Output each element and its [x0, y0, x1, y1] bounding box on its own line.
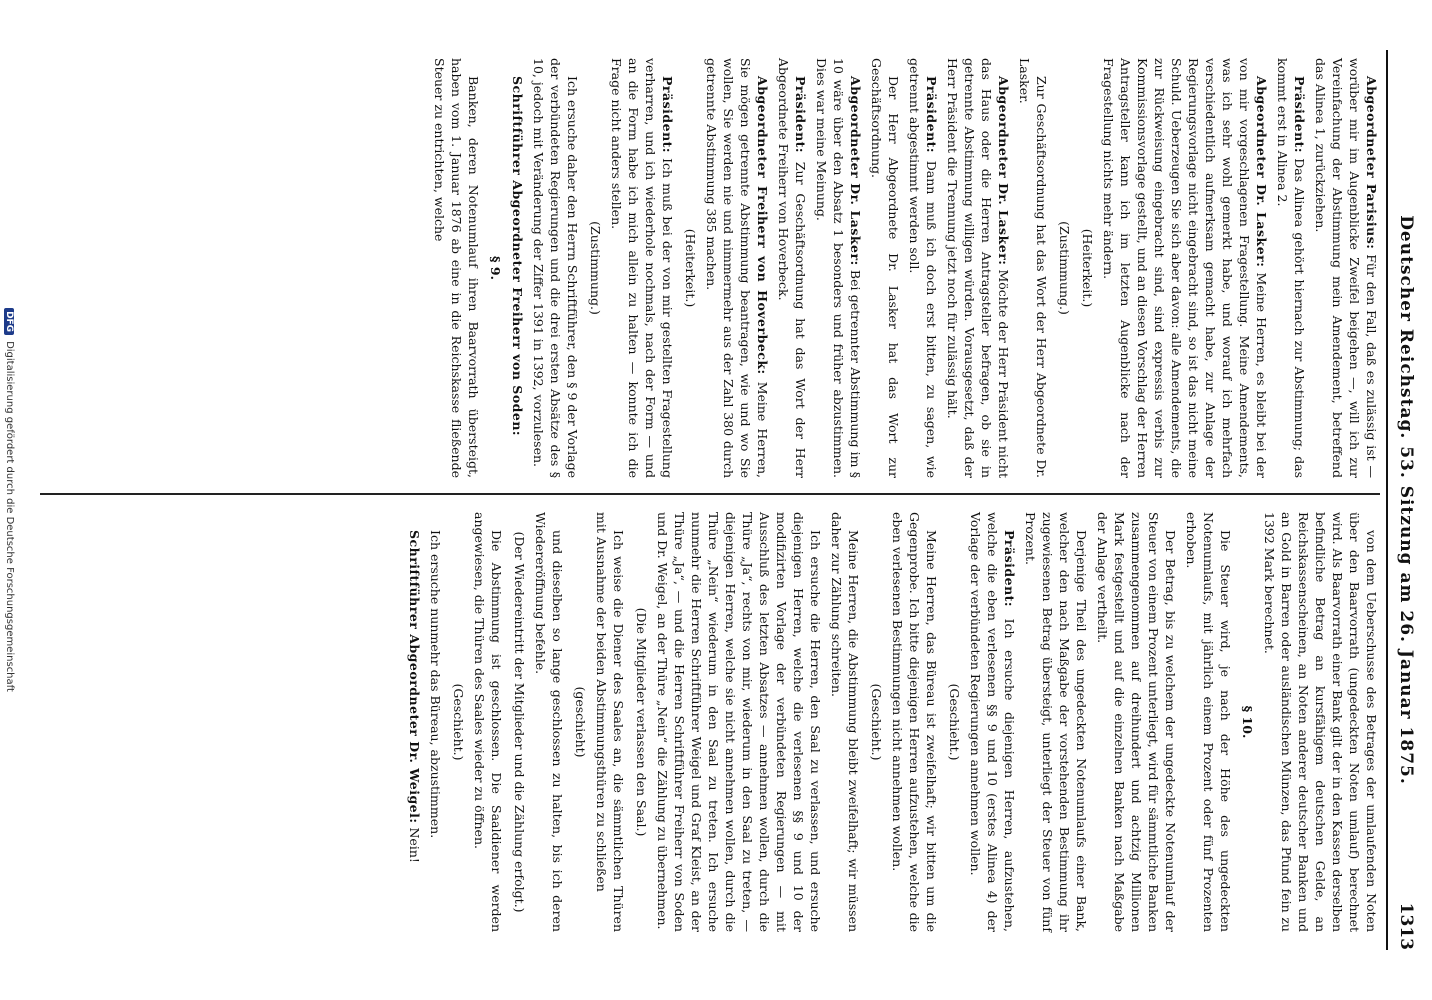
speaker-name: Abgeordneter Parisius: [1364, 76, 1379, 250]
speech-text: Ich ersuche nunmehr das Büreau, abzustimmen. [428, 530, 443, 839]
stage-direction: (Geschieht.) [869, 683, 884, 761]
speech-text: Ich ersuche diejenigen Herren, aufzustehen, welche die eben verlesenen §§ 9 und 10 (erstes Alinea 4) der Vorlage der verbündeten Regierungen annehmen wollen. [968, 512, 1017, 932]
stage-direction: (geschieht) [573, 686, 588, 758]
dfg-logo: DFG [4, 308, 14, 335]
speaker-name: Abgeordneter Dr. Lasker: [848, 76, 863, 266]
speech-text: Zur Geschäftsordnung hat das Wort der Herr Abgeordnete Freiherr von Hoverbeck. [776, 58, 808, 478]
stage-direction: (Der Wiedereintritt der Mitglieder und die Zählung erfolgt.) [512, 531, 527, 913]
speech-paragraph [967, 512, 1018, 932]
speech-text: Dann muß ich doch erst bitten, zu sagen, wie getrennt abgestimmt werden soll. [907, 58, 939, 478]
paragraph-number: § 9. [488, 256, 503, 280]
speech-paragraph [828, 512, 862, 932]
speech-paragraph [889, 512, 940, 932]
speech-text: Meine Herren, es bleibt bei der von mir vorgeschlagenen Fragestellung. Meine Amendements, was ich sehr wohl gemerkt habe, und worauf ich mehrfach verschiedentlich aufmerksam gemacht habe, zur Anlage der Regierungsvorlage nicht eingebracht sind, so ist das nicht meine Schuld. Ueberzeugen Sie sich aber davon: alle Amendements, die zur Rückweisung eingebracht sind, sind expressis verbis zur Kommissionsvorlage gestellt, und an diesen Vorschlag der Herren Antragsteller kann ich im letzten Augenblicke nach der Fragestellung nichts mehr ändern. [1101, 58, 1269, 478]
running-head [1386, 50, 1416, 950]
speech-paragraph [654, 512, 824, 932]
speaker-name: Präsident: [924, 76, 939, 154]
speech-paragraph [1022, 512, 1090, 932]
speech-paragraph [1100, 58, 1270, 478]
speech-text: Ich weise die Diener des Saales an, die sämmtlichen Thüren mit Ausnahme der beiden Abstimmungsthüren zu schließen [594, 512, 626, 932]
page-title: Deutscher Reichstag. 53. Sitzung am 26. Januar 1875. [1396, 215, 1416, 785]
speech-text: von dem Ueberschusse des Betrages der umlaufenden Noten über den Baarvorrath (ungedeckten Noten umlauf) berechnet wird. Als Baarvorrath einer Bank gilt der in den Kassen derselben befindliche Betrag an kursfähigem deutschen Gelde, an Reichskassenscheinen, an Noten anderer deutscher Banken und an Gold in Barren oder ausländischen Münzen, das Pfund fein zu 1392 Mark berechnet. [1262, 512, 1379, 932]
speech-paragraph [509, 58, 526, 478]
speech-text: Banken, deren Notenumlauf ihren Baarvorrath übersteigt, haben vom 1. Januar 1876 ab eine in die Reichskasse fließende Steuer zu entrichten, welche [432, 58, 481, 478]
speaker-name: Präsident: [1002, 530, 1017, 608]
speech-text: Möchte der Herr Präsident nicht das Haus oder die Herren Antragsteller befragen, ob sie in getrennte Abstimmung willigen würden. Vorausgesetzt, daß der Herr Präsident die Trennung jetzt noch für zulässig hält. [945, 58, 1011, 478]
speech-text: Meine Herren, Sie mögen getrennte Abstimmung beantragen, wie und wo Sie wollen, Sie werden nie und nimmermehr aus der Zahl 380 durch getrennte Abstimmung 385 machen. [704, 58, 770, 479]
stage-direction: (Heiterkeit.) [683, 228, 698, 308]
speech-paragraph [431, 58, 482, 478]
speech-text: Derjenige Theil des ungedeckten Notenumlaufs einer Bank, welcher den nach Maßgabe der vorstehenden Bestimmung ihr zugewiesenen Betrag übersteigt, unterliegt der Steuer von fünf Prozent. [1023, 512, 1089, 932]
speaker-name: Präsident: [1292, 76, 1307, 154]
speech-paragraph [1016, 58, 1050, 478]
paragraph-number: § 10. [1240, 705, 1255, 739]
stage-direction: (Zustimmung.) [588, 221, 603, 315]
column-divider [40, 493, 1380, 495]
speech-paragraph [868, 58, 902, 478]
speech-text: Ich ersuche daher den Herrn Schriftführer, den § 9 der Vorlage der verbündeten Regierungen und die drei ersten Absätze des § 10, jedoch mit Veränderung der Ziffer 1391 in 1392, vorzulesen. [531, 58, 580, 478]
stage-direction: (Geschieht.) [451, 683, 466, 761]
speech-text: Für den Fall, daß es zulässig ist — worüber mir im Augenblicke Zweifel beigehen —, will ich zur Vereinfachung der Abstimmung mein Amendement, betreffend das Alinea 1, zurückziehen. [1313, 58, 1379, 478]
speech-text: Meine Herren, das Büreau ist zweifelhaft; wir bitten um die Gegenprobe. Ich bitte diejenigen Herren aufzustehen, welche die eben verlesenen Bestimmungen nicht annehmen wollen. [890, 512, 939, 932]
speaker-name: Präsident: [793, 76, 808, 154]
speaker-name: Abgeordneter Dr. Lasker: [1254, 76, 1269, 268]
speech-paragraph [1094, 512, 1179, 932]
speech-paragraph [775, 58, 809, 478]
speech-text: Nein! [407, 827, 422, 863]
speech-paragraph [471, 512, 505, 932]
speech-paragraph [813, 58, 864, 478]
speech-text: Das Alinea gehört hiernach zur Abstimmung; das kommt erst in Alinea 2. [1275, 58, 1307, 478]
speech-text: Bei getrennter Abstimmung im § 10 wäre über den Absatz 1 besonders und früher abzustimmen. Dies war meine Meinung. [814, 58, 863, 478]
page-number: 1313 [1396, 902, 1416, 950]
speech-paragraph [532, 512, 566, 932]
speech-text: Meine Herren, die Abstimmung bleibt zweifelhaft; wir müssen daher zur Zählung schreiten. [829, 512, 861, 932]
speech-paragraph [406, 512, 423, 932]
speaker-name: Abgeordneter Freiherr von Hoverbeck: [755, 76, 770, 375]
speech-paragraph [530, 58, 581, 478]
right-column [40, 512, 1380, 932]
speech-paragraph [703, 58, 771, 478]
stage-direction: (Die Mitglieder verlassen den Saal.) [634, 607, 649, 837]
speech-text: Der Betrag, bis zu welchem der ungedeckte Notenumlauf der Steuer von einem Prozent unterliegt, wird für sämmtliche Banken zusammengenommen auf dreihundert und achtzig Millionen Mark festgestellt und auf die einzelnen Banken nach Maßgabe der Anlage vertheilt. [1095, 512, 1178, 932]
speech-paragraph [1261, 512, 1380, 932]
stage-direction: (Geschieht.) [947, 683, 962, 761]
speaker-name: Abgeordneter Dr. Lasker: [996, 76, 1011, 266]
footer-text: Digitalisierung gefördert durch die Deutsche Forschungsgemeinschaft [4, 341, 15, 692]
speech-paragraph [1312, 58, 1380, 478]
speech-paragraph [1274, 58, 1308, 478]
stage-direction: (Zustimmung.) [1057, 221, 1072, 315]
speech-text: Ich muß bei der von mir gestellten Fragestellung verharren, und ich wiederhole nochmals, nach der Form — und an die Form habe ich mich allein zu halten — konnte ich die Frage nicht anders stellen. [609, 58, 675, 478]
speaker-name: Schriftführer Abgeordneter Dr. Weigel: [407, 530, 422, 824]
speech-paragraph [593, 512, 627, 932]
speech-paragraph [1183, 512, 1234, 932]
speech-text: Der Herr Abgeordnete Dr. Lasker hat das Wort zur Geschäftsordnung. [869, 58, 901, 478]
speaker-name: Präsident: [660, 76, 675, 154]
speech-text: Zur Geschäftsordnung hat das Wort der Herr Abgeordnete Dr. Lasker. [1017, 58, 1049, 478]
digitization-footer [4, 0, 15, 1000]
speech-text: Die Steuer wird, je nach der Höhe des ungedeckten Notenumlaufs, mit jährlich einem Prozent oder fünf Prozenten erhoben. [1184, 512, 1233, 932]
speaker-name: Schriftführer Abgeordneter Freiherr von Soden: [510, 76, 525, 437]
speech-paragraph [427, 512, 444, 932]
speech-paragraph [608, 58, 676, 478]
speech-text: und dieselben so lange geschlossen zu halten, bis ich deren Wiedereröffnung befehle. [533, 512, 565, 932]
speech-paragraph [944, 58, 1012, 478]
speech-paragraph [906, 58, 940, 478]
speech-text: Ich ersuche die Herren, den Saal zu verlassen, und ersuche diejenigen Herren, welche die verlesenen §§ 9 und 10 der modifizirten Vorlage der verbündeten Regierungen — mit Ausschluß des letzten Absatzes — annehmen wollen, durch die Thüre „Ja“, rechts von mir, wiederum in den Saal zu treten, — diejenigen Herren, welche sie nicht annehmen wollen, durch die Thüre „Nein“ wiederum in den Saal zu treten. Ich ersuche nunmehr die Herren Schriftführer Weigel und Graf Kleist, an der Thüre „Ja“, — und die Herren Schriftführer Freiherr von Soden und Dr. Weigel, an der Thüre „Nein“ die Zählung zu übernehmen. [655, 512, 823, 932]
speech-text: Die Abstimmung ist geschlossen. Die Saaldiener werden angewiesen, die Thüren des Saales wieder zu öffnen. [472, 512, 504, 932]
left-column [40, 58, 1380, 478]
stage-direction: (Heiterkeit.) [1080, 228, 1095, 308]
